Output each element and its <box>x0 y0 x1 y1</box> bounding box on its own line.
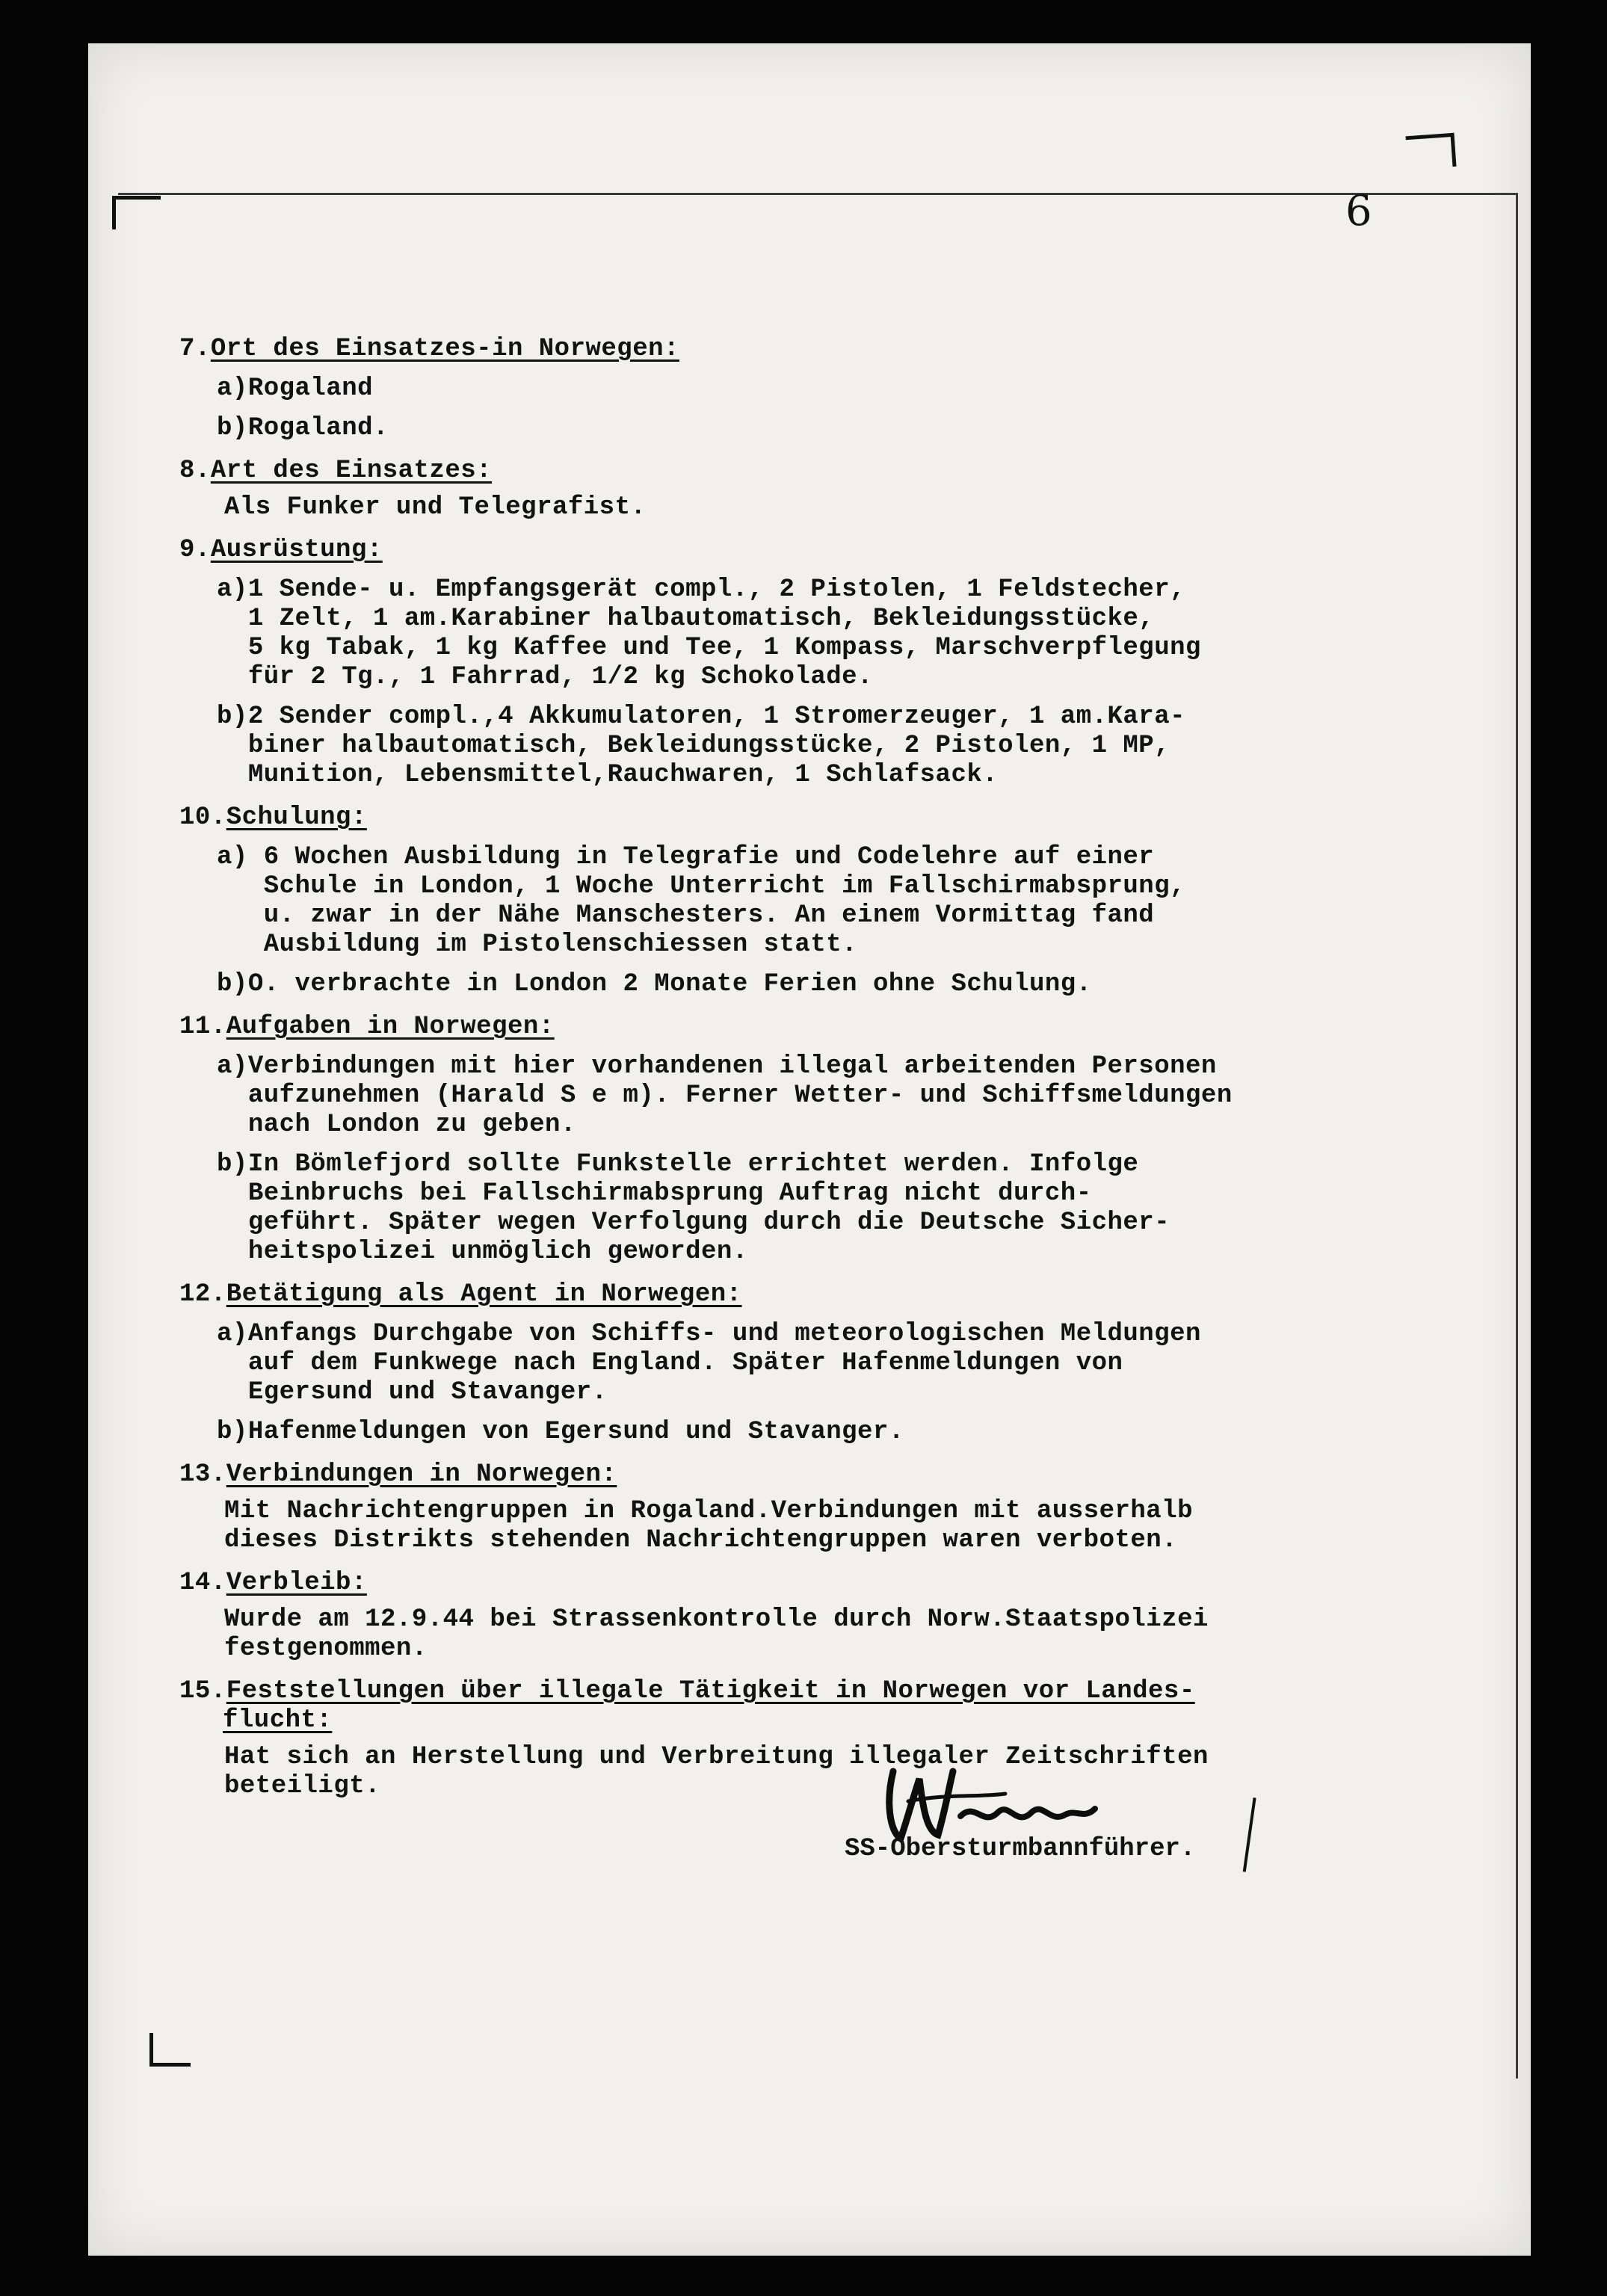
section-item <box>179 1418 1345 1447</box>
item-label: b) <box>217 414 248 442</box>
item-label: b) <box>217 1150 248 1179</box>
section-item <box>179 1150 1345 1267</box>
section-number: 14. <box>179 1569 226 1597</box>
section-item <box>179 1052 1345 1140</box>
section-heading <box>179 536 1345 565</box>
page-number: 6 <box>1345 187 1372 235</box>
item-line: biner halbautomatisch, Bekleidungsstücke, 2 Pistolen, 1 MP, <box>247 732 1170 760</box>
item-text: O. verbrachte in London 2 Monate Ferien ohne Schulung. <box>247 970 1092 999</box>
section-text: dieses Distrikts stehenden Nachrichtengruppen waren verboten. <box>224 1526 1178 1555</box>
section-heading <box>179 457 1345 486</box>
item-label: b) <box>217 703 248 731</box>
item-line: 1 Zelt, 1 am.Karabiner halbautomatisch, Bekleidungsstücke, <box>247 605 1155 633</box>
item-line: In Bömlefjord sollte Funkstelle errichtet werden. Infolge <box>247 1150 1139 1179</box>
section-item <box>179 703 1345 790</box>
corner-mark-top-right <box>1406 133 1457 170</box>
item-label: b) <box>217 1418 248 1446</box>
section-text: Als Funker und Telegrafist. <box>224 493 647 522</box>
item-line: 2 Sender compl.,4 Akkumulatoren, 1 Stromerzeuger, 1 am.Kara- <box>247 703 1186 731</box>
section-item <box>179 843 1345 960</box>
item-label: a) <box>217 374 248 403</box>
corner-mark-top-left <box>112 196 161 229</box>
section-number: 12. <box>179 1280 226 1309</box>
section-title: Ort des Einsatzes-in Norwegen: <box>210 335 679 363</box>
item-line: Ausbildung im Pistolenschiessen statt. <box>263 931 858 959</box>
section-title: Schulung: <box>226 803 367 832</box>
item-text: Hafenmeldungen von Egersund und Stavanger. <box>247 1418 904 1446</box>
section-text: Wurde am 12.9.44 bei Strassenkontrolle durch Norw.Staatspolizei <box>224 1605 1209 1634</box>
item-line: 1 Sende- u. Empfangsgerät compl., 2 Pistolen, 1 Feldstecher, <box>247 575 1186 604</box>
item-line: Beinbruchs bei Fallschirmabsprung Auftrag nicht durch- <box>247 1179 1092 1208</box>
item-line: Schule in London, 1 Woche Unterricht im Fallschirmabsprung, <box>263 872 1186 901</box>
section-text: Mit Nachrichtengruppen in Rogaland.Verbindungen mit ausserhalb <box>224 1497 1194 1525</box>
section-title-continued: flucht: <box>223 1706 333 1735</box>
section-heading <box>179 1280 1345 1309</box>
section-title: Verbindungen in Norwegen: <box>226 1460 617 1489</box>
section-title: Art des Einsatzes: <box>210 457 493 485</box>
section-heading <box>179 1677 1345 1706</box>
section-number: 11. <box>179 1013 226 1041</box>
signature-tick <box>1191 1790 1256 1871</box>
item-line: auf dem Funkwege nach England. Später Hafenmeldungen von <box>247 1349 1123 1377</box>
item-line: Anfangs Durchgabe von Schiffs- und meteorologischen Meldungen <box>247 1320 1201 1348</box>
item-line: geführt. Später wegen Verfolgung durch die Deutsche Sicher- <box>247 1209 1170 1237</box>
item-text: Rogaland <box>247 374 374 403</box>
item-line: aufzunehmen (Harald S e m). Ferner Wetter- und Schiffsmeldungen <box>247 1081 1233 1110</box>
section-heading-continued <box>179 1706 1345 1735</box>
section-title: Feststellungen über illegale Tätigkeit in Norwegen vor Landes- <box>226 1677 1195 1706</box>
item-line: heitspolizei unmöglich geworden. <box>247 1238 748 1266</box>
item-label: a) <box>217 843 264 871</box>
item-label: a) <box>217 1320 248 1348</box>
section-text: Hat sich an Herstellung und Verbreitung illegaler Zeitschriften <box>224 1743 1209 1771</box>
section-item <box>179 575 1345 692</box>
item-line: Egersund und Stavanger. <box>247 1378 608 1407</box>
section-item <box>179 1320 1345 1407</box>
signature-rank: SS-Obersturmbannführer. <box>845 1835 1196 1863</box>
section-number: 9. <box>179 536 211 564</box>
section-heading <box>179 335 1345 364</box>
section-title: Ausrüstung: <box>210 536 383 564</box>
item-text: Rogaland. <box>247 414 389 442</box>
item-line: 6 Wochen Ausbildung in Telegrafie und Codelehre auf einer <box>263 843 1155 871</box>
item-line: Munition, Lebensmittel,Rauchwaren, 1 Schlafsack. <box>247 761 999 789</box>
section-item <box>179 414 1345 443</box>
section-number: 13. <box>179 1460 226 1489</box>
section-heading <box>179 1569 1345 1598</box>
item-line: Verbindungen mit hier vorhandenen illegal arbeitenden Personen <box>247 1052 1217 1081</box>
corner-mark-bottom-left <box>149 2033 191 2067</box>
section-heading <box>179 1460 1345 1490</box>
section-title: Verbleib: <box>226 1569 367 1597</box>
item-line: 5 kg Tabak, 1 kg Kaffee und Tee, 1 Kompass, Marschverpflegung <box>247 634 1201 662</box>
section-number: 10. <box>179 803 226 832</box>
section-item <box>179 970 1345 999</box>
section-item <box>179 374 1345 404</box>
section-text: beteiligt. <box>224 1772 381 1800</box>
document-body <box>179 321 1345 1801</box>
item-label: a) <box>217 1052 248 1081</box>
item-label: b) <box>217 970 248 999</box>
section-number: 7. <box>179 335 211 363</box>
section-heading <box>179 803 1345 833</box>
section-text: festgenommen. <box>224 1635 428 1663</box>
section-heading <box>179 1013 1345 1042</box>
section-title: Aufgaben in Norwegen: <box>226 1013 555 1041</box>
section-number: 8. <box>179 457 211 485</box>
item-line: u. zwar in der Nähe Manschesters. An einem Vormittag fand <box>263 901 1155 930</box>
item-label: a) <box>217 575 248 604</box>
section-number: 15. <box>179 1677 226 1706</box>
item-line: für 2 Tg., 1 Fahrrad, 1/2 kg Schokolade. <box>247 663 873 691</box>
section-title: Betätigung als Agent in Norwegen: <box>226 1280 742 1309</box>
item-line: nach London zu geben. <box>247 1111 576 1139</box>
